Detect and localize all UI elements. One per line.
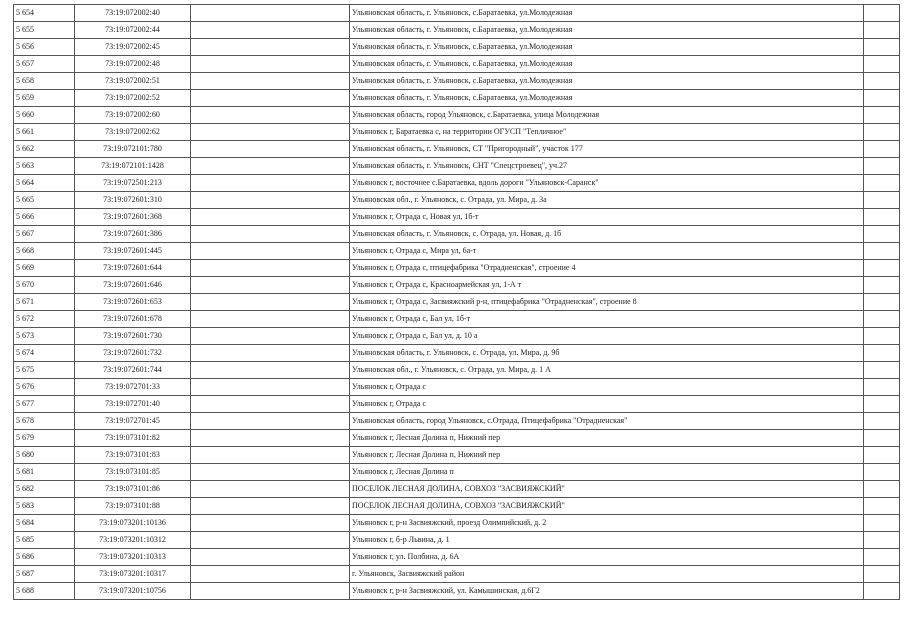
- empty-cell: [864, 549, 900, 566]
- empty-cell: [864, 22, 900, 39]
- row-number-cell: 5 687: [14, 566, 75, 583]
- cadastral-number-cell: 73:19:072002:40: [75, 5, 191, 22]
- address-cell: Ульяновская область, г. Ульяновск, с.Баратаевка, ул.Молодежная: [350, 39, 864, 56]
- table-row: [14, 583, 900, 600]
- row-number-cell: 5 674: [14, 345, 75, 362]
- empty-cell: [864, 413, 900, 430]
- table-row: [14, 549, 900, 566]
- address-cell: Ульяновская обл., г. Ульяновск, с. Отрада, ул. Мира, д. 3а: [350, 192, 864, 209]
- table-row: [14, 124, 900, 141]
- cadastral-number-cell: 73:19:072002:62: [75, 124, 191, 141]
- cadastral-number-cell: 73:19:072701:40: [75, 396, 191, 413]
- address-cell: Ульяновская область, г. Ульяновск, с. Отрада, ул. Мира, д. 9б: [350, 345, 864, 362]
- table-row: [14, 90, 900, 107]
- cadastral-number-cell: 73:19:072601:644: [75, 260, 191, 277]
- address-cell: Ульяновск г, Лесная Долина п: [350, 464, 864, 481]
- empty-cell: [864, 209, 900, 226]
- table-row: [14, 175, 900, 192]
- table-row: [14, 192, 900, 209]
- cadastral-number-cell: 73:19:072002:44: [75, 22, 191, 39]
- empty-cell: [191, 22, 350, 39]
- cadastral-number-cell: 73:19:072601:744: [75, 362, 191, 379]
- address-cell: Ульяновск г, восточнее с.Баратаевка, вдоль дороги "Ульяновск-Саранск": [350, 175, 864, 192]
- address-cell: Ульяновская обл., г. Ульяновск, с. Отрада, ул. Мира, д. 1 А: [350, 362, 864, 379]
- table-row: [14, 22, 900, 39]
- empty-cell: [864, 158, 900, 175]
- table-row: [14, 447, 900, 464]
- address-cell: Ульяновск г, Отрада с, Засвияжский р-н, птицефабрика "Отрадненская", строение 8: [350, 294, 864, 311]
- table-row: [14, 379, 900, 396]
- address-cell: Ульяновск г, Отрада с, Бал ул, д. 10 а: [350, 328, 864, 345]
- row-number-cell: 5 681: [14, 464, 75, 481]
- empty-cell: [191, 294, 350, 311]
- row-number-cell: 5 655: [14, 22, 75, 39]
- address-cell: Ульяновская область, г. Ульяновск, с.Баратаевка, ул.Молодежная: [350, 5, 864, 22]
- cadastral-number-cell: 73:19:073201:10756: [75, 583, 191, 600]
- empty-cell: [864, 226, 900, 243]
- address-cell: Ульяновск г, Отрада с: [350, 396, 864, 413]
- address-cell: Ульяновск г, р-н Засвияжский, ул. Камышинская, д.6Г2: [350, 583, 864, 600]
- row-number-cell: 5 663: [14, 158, 75, 175]
- cadastral-number-cell: 73:19:072601:386: [75, 226, 191, 243]
- row-number-cell: 5 661: [14, 124, 75, 141]
- empty-cell: [864, 39, 900, 56]
- empty-cell: [864, 175, 900, 192]
- table-row: [14, 243, 900, 260]
- table-row: [14, 56, 900, 73]
- empty-cell: [864, 583, 900, 600]
- cadastral-number-cell: 73:19:073101:86: [75, 481, 191, 498]
- empty-cell: [864, 396, 900, 413]
- address-cell: Ульяновская область, г. Ульяновск, с.Баратаевка, ул.Молодежная: [350, 22, 864, 39]
- row-number-cell: 5 670: [14, 277, 75, 294]
- empty-cell: [191, 5, 350, 22]
- address-cell: г. Ульяновск, Засвияжский район: [350, 566, 864, 583]
- address-cell: ПОСЕЛОК ЛЕСНАЯ ДОЛИНА, СОВХОЗ "ЗАСВИЯЖСКИЙ": [350, 481, 864, 498]
- empty-cell: [864, 5, 900, 22]
- address-cell: Ульяновск г, Отрада с, Новая ул, 1б-т: [350, 209, 864, 226]
- empty-cell: [191, 430, 350, 447]
- table-row: [14, 464, 900, 481]
- empty-cell: [864, 430, 900, 447]
- cadastral-number-cell: 73:19:073201:10312: [75, 532, 191, 549]
- address-cell: Ульяновск г, Лесная Долина п, Нижний пер: [350, 447, 864, 464]
- row-number-cell: 5 673: [14, 328, 75, 345]
- empty-cell: [191, 379, 350, 396]
- cadastral-number-cell: 73:19:073101:88: [75, 498, 191, 515]
- cadastral-number-cell: 73:19:072002:52: [75, 90, 191, 107]
- cadastral-number-cell: 73:19:072601:678: [75, 311, 191, 328]
- address-cell: Ульяновск г, б-р Львина, д. 1: [350, 532, 864, 549]
- empty-cell: [191, 447, 350, 464]
- row-number-cell: 5 654: [14, 5, 75, 22]
- empty-cell: [191, 260, 350, 277]
- empty-cell: [191, 532, 350, 549]
- row-number-cell: 5 669: [14, 260, 75, 277]
- cadastral-number-cell: 73:19:072601:368: [75, 209, 191, 226]
- table-row: [14, 294, 900, 311]
- row-number-cell: 5 685: [14, 532, 75, 549]
- empty-cell: [191, 175, 350, 192]
- table-row: [14, 107, 900, 124]
- cadastral-number-cell: 73:19:073101:83: [75, 447, 191, 464]
- cadastral-number-cell: 73:19:072601:653: [75, 294, 191, 311]
- table-row: [14, 226, 900, 243]
- address-cell: Ульяновская область, город Ульяновск, с.Отрада, Птицефабрика "Отрадненская": [350, 413, 864, 430]
- empty-cell: [864, 481, 900, 498]
- empty-cell: [191, 226, 350, 243]
- empty-cell: [191, 107, 350, 124]
- registry-table-body: [14, 5, 900, 600]
- cadastral-number-cell: 73:19:073101:82: [75, 430, 191, 447]
- empty-cell: [191, 124, 350, 141]
- empty-cell: [191, 498, 350, 515]
- empty-cell: [191, 209, 350, 226]
- empty-cell: [864, 243, 900, 260]
- address-cell: Ульяновская область, г. Ульяновск, с.Баратаевка, ул.Молодежная: [350, 73, 864, 90]
- address-cell: Ульяновск г, Отрада с: [350, 379, 864, 396]
- empty-cell: [864, 141, 900, 158]
- empty-cell: [191, 481, 350, 498]
- address-cell: Ульяновская область, г. Ульяновск, с.Баратаевка, ул.Молодежная: [350, 56, 864, 73]
- row-number-cell: 5 668: [14, 243, 75, 260]
- registry-table: [13, 4, 900, 600]
- table-row: [14, 430, 900, 447]
- cadastral-number-cell: 73:19:073201:10317: [75, 566, 191, 583]
- row-number-cell: 5 675: [14, 362, 75, 379]
- address-cell: ПОСЕЛОК ЛЕСНАЯ ДОЛИНА, СОВХОЗ "ЗАСВИЯЖСКИЙ": [350, 498, 864, 515]
- row-number-cell: 5 676: [14, 379, 75, 396]
- cadastral-number-cell: 73:19:072601:732: [75, 345, 191, 362]
- empty-cell: [864, 566, 900, 583]
- table-row: [14, 498, 900, 515]
- cadastral-number-cell: 73:19:072601:445: [75, 243, 191, 260]
- table-row: [14, 158, 900, 175]
- cadastral-number-cell: 73:19:072101:1428: [75, 158, 191, 175]
- row-number-cell: 5 662: [14, 141, 75, 158]
- table-row: [14, 481, 900, 498]
- cadastral-number-cell: 73:19:072002:48: [75, 56, 191, 73]
- table-row: [14, 277, 900, 294]
- cadastral-number-cell: 73:19:072002:60: [75, 107, 191, 124]
- empty-cell: [864, 73, 900, 90]
- address-cell: Ульяновская область, г. Ульяновск, с. Отрада, ул. Новая, д. 1б: [350, 226, 864, 243]
- row-number-cell: 5 665: [14, 192, 75, 209]
- table-row: [14, 566, 900, 583]
- empty-cell: [191, 583, 350, 600]
- empty-cell: [191, 141, 350, 158]
- empty-cell: [191, 396, 350, 413]
- empty-cell: [864, 532, 900, 549]
- cadastral-number-cell: 73:19:072701:33: [75, 379, 191, 396]
- empty-cell: [864, 362, 900, 379]
- empty-cell: [864, 515, 900, 532]
- empty-cell: [864, 311, 900, 328]
- cadastral-number-cell: 73:19:073201:10136: [75, 515, 191, 532]
- table-row: [14, 39, 900, 56]
- row-number-cell: 5 671: [14, 294, 75, 311]
- empty-cell: [191, 345, 350, 362]
- row-number-cell: 5 666: [14, 209, 75, 226]
- table-row: [14, 209, 900, 226]
- empty-cell: [864, 107, 900, 124]
- table-row: [14, 5, 900, 22]
- address-cell: Ульяновск г, Лесная Долина п, Нижний пер: [350, 430, 864, 447]
- empty-cell: [191, 73, 350, 90]
- registry-sheet: [13, 4, 900, 600]
- empty-cell: [191, 328, 350, 345]
- cadastral-number-cell: 73:19:072601:730: [75, 328, 191, 345]
- empty-cell: [191, 311, 350, 328]
- table-row: [14, 515, 900, 532]
- table-row: [14, 260, 900, 277]
- empty-cell: [864, 90, 900, 107]
- address-cell: Ульяновск г, Отрада с, Бал ул, 1б-т: [350, 311, 864, 328]
- table-row: [14, 532, 900, 549]
- row-number-cell: 5 677: [14, 396, 75, 413]
- table-row: [14, 141, 900, 158]
- empty-cell: [191, 515, 350, 532]
- row-number-cell: 5 659: [14, 90, 75, 107]
- address-cell: Ульяновск г, Отрада с, Красноармейская ул, 1-А т: [350, 277, 864, 294]
- empty-cell: [864, 498, 900, 515]
- empty-cell: [864, 124, 900, 141]
- table-row: [14, 396, 900, 413]
- address-cell: Ульяновск г, Баратаевка с, на территории ОГУСП "Тепличное": [350, 124, 864, 141]
- row-number-cell: 5 679: [14, 430, 75, 447]
- table-row: [14, 345, 900, 362]
- address-cell: Ульяновская область, г. Ульяновск, СТ "Пригородный", участок 177: [350, 141, 864, 158]
- cadastral-number-cell: 73:19:072601:310: [75, 192, 191, 209]
- row-number-cell: 5 688: [14, 583, 75, 600]
- empty-cell: [864, 56, 900, 73]
- cadastral-number-cell: 73:19:073101:85: [75, 464, 191, 481]
- row-number-cell: 5 667: [14, 226, 75, 243]
- row-number-cell: 5 678: [14, 413, 75, 430]
- cadastral-number-cell: 73:19:072101:780: [75, 141, 191, 158]
- empty-cell: [864, 345, 900, 362]
- empty-cell: [864, 379, 900, 396]
- address-cell: Ульяновская область, г. Ульяновск, с.Баратаевка, ул.Молодежная: [350, 90, 864, 107]
- empty-cell: [864, 192, 900, 209]
- empty-cell: [864, 260, 900, 277]
- row-number-cell: 5 656: [14, 39, 75, 56]
- table-row: [14, 413, 900, 430]
- table-row: [14, 311, 900, 328]
- cadastral-number-cell: 73:19:073201:10313: [75, 549, 191, 566]
- row-number-cell: 5 664: [14, 175, 75, 192]
- empty-cell: [191, 90, 350, 107]
- empty-cell: [191, 56, 350, 73]
- table-row: [14, 362, 900, 379]
- row-number-cell: 5 686: [14, 549, 75, 566]
- row-number-cell: 5 672: [14, 311, 75, 328]
- row-number-cell: 5 683: [14, 498, 75, 515]
- address-cell: Ульяновская область, г. Ульяновск, СНТ "Спецстроевец", уч.27: [350, 158, 864, 175]
- row-number-cell: 5 660: [14, 107, 75, 124]
- address-cell: Ульяновская область, город Ульяновск, с.Баратаевка, улица Молодежная: [350, 107, 864, 124]
- empty-cell: [864, 277, 900, 294]
- row-number-cell: 5 682: [14, 481, 75, 498]
- row-number-cell: 5 684: [14, 515, 75, 532]
- empty-cell: [864, 328, 900, 345]
- empty-cell: [191, 192, 350, 209]
- empty-cell: [191, 158, 350, 175]
- address-cell: Ульяновск г, Отрада с, птицефабрика "Отрадненская", строение 4: [350, 260, 864, 277]
- empty-cell: [864, 447, 900, 464]
- empty-cell: [191, 464, 350, 481]
- address-cell: Ульяновск г, ул. Полбина, д. 6А: [350, 549, 864, 566]
- address-cell: Ульяновск г, р-н Засвияжский, проезд Олимпийский, д. 2: [350, 515, 864, 532]
- empty-cell: [864, 464, 900, 481]
- empty-cell: [191, 549, 350, 566]
- cadastral-number-cell: 73:19:072002:51: [75, 73, 191, 90]
- address-cell: Ульяновск г, Отрада с, Мира ул, 6а-т: [350, 243, 864, 260]
- row-number-cell: 5 658: [14, 73, 75, 90]
- empty-cell: [191, 243, 350, 260]
- table-row: [14, 73, 900, 90]
- empty-cell: [191, 39, 350, 56]
- cadastral-number-cell: 73:19:072701:45: [75, 413, 191, 430]
- empty-cell: [191, 277, 350, 294]
- empty-cell: [191, 566, 350, 583]
- cadastral-number-cell: 73:19:072601:646: [75, 277, 191, 294]
- row-number-cell: 5 680: [14, 447, 75, 464]
- table-row: [14, 328, 900, 345]
- cadastral-number-cell: 73:19:072002:45: [75, 39, 191, 56]
- cadastral-number-cell: 73:19:072501:213: [75, 175, 191, 192]
- empty-cell: [191, 413, 350, 430]
- empty-cell: [864, 294, 900, 311]
- row-number-cell: 5 657: [14, 56, 75, 73]
- empty-cell: [191, 362, 350, 379]
